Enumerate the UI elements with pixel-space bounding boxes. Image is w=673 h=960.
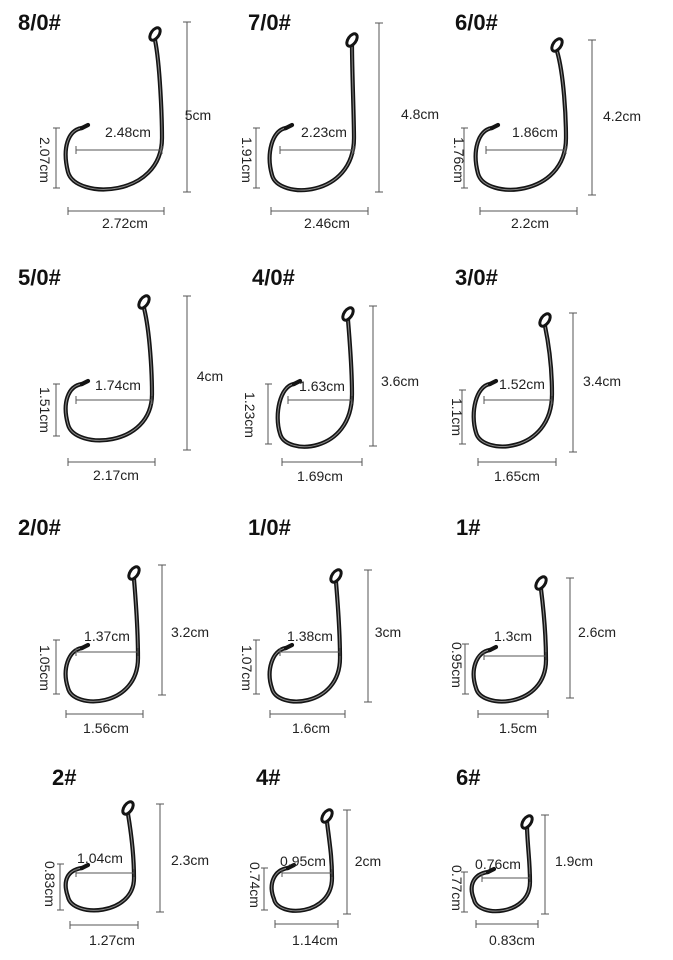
hook-point bbox=[82, 125, 88, 128]
length-label: 4cm bbox=[196, 368, 224, 384]
hook-panel bbox=[449, 515, 616, 736]
length-label: 3.6cm bbox=[380, 373, 420, 389]
gap-label: 1.37cm bbox=[84, 628, 130, 644]
hook-panel bbox=[242, 265, 419, 484]
hook-point bbox=[286, 645, 292, 648]
hook-point bbox=[492, 125, 498, 128]
hook-size-label: 8/0# bbox=[18, 10, 61, 35]
gap-label: 1.38cm bbox=[287, 628, 333, 644]
hook-eye bbox=[534, 575, 549, 591]
hook-outline bbox=[474, 589, 546, 701]
hook-eye bbox=[341, 306, 356, 322]
height-label: 0.95cm bbox=[449, 642, 465, 688]
gap-label: 2.48cm bbox=[105, 124, 151, 140]
gap-label: 0.76cm bbox=[475, 856, 521, 872]
hook-eye bbox=[127, 565, 142, 581]
hook-size-label: 2# bbox=[52, 765, 77, 790]
hook-panel bbox=[18, 515, 209, 736]
height-label: 1.1cm bbox=[449, 397, 465, 437]
hook-point bbox=[490, 381, 496, 384]
length-label: 3cm bbox=[374, 624, 402, 640]
hook-outline bbox=[66, 308, 152, 440]
height-label: 0.74cm bbox=[247, 862, 263, 908]
hook-size-label: 1# bbox=[456, 515, 481, 540]
hook-point bbox=[82, 645, 88, 648]
gap-label: 1.74cm bbox=[95, 377, 141, 393]
hook-size-label: 5/0# bbox=[18, 265, 61, 290]
gap-label: 0.95cm bbox=[280, 853, 326, 869]
hook-panel bbox=[449, 765, 593, 948]
hook-panel bbox=[42, 765, 209, 948]
hook-size-label: 4/0# bbox=[252, 265, 295, 290]
hook-eye bbox=[345, 32, 360, 48]
height-label: 2.07cm bbox=[37, 137, 53, 183]
height-label: 1.51cm bbox=[37, 387, 53, 433]
hook-highlight bbox=[476, 51, 566, 190]
height-label: 0.83cm bbox=[42, 861, 58, 907]
hook-size-label: 6# bbox=[456, 765, 481, 790]
gap-label: 1.63cm bbox=[299, 378, 345, 394]
hook-eye bbox=[148, 26, 163, 42]
width-label: 2.72cm bbox=[102, 215, 148, 231]
length-label: 5cm bbox=[184, 107, 212, 123]
hook-eye bbox=[538, 312, 553, 328]
hook-point bbox=[286, 125, 292, 128]
height-label: 1.07cm bbox=[239, 645, 255, 691]
width-label: 1.65cm bbox=[494, 468, 540, 484]
hook-outline bbox=[270, 46, 354, 190]
length-label: 3.4cm bbox=[582, 373, 622, 389]
hook-size-label: 6/0# bbox=[455, 10, 498, 35]
hook-point bbox=[490, 647, 496, 650]
hook-size-label: 4# bbox=[256, 765, 281, 790]
width-label: 0.83cm bbox=[489, 932, 535, 948]
width-label: 2.17cm bbox=[93, 467, 139, 483]
length-label: 2.6cm bbox=[577, 624, 617, 640]
hook-panel bbox=[18, 265, 223, 483]
height-label: 1.05cm bbox=[37, 645, 53, 691]
length-label: 4.2cm bbox=[602, 108, 642, 124]
hook-point bbox=[82, 381, 88, 384]
hook-eye bbox=[329, 568, 344, 584]
hook-size-label: 3/0# bbox=[455, 265, 498, 290]
hook-size-label: 1/0# bbox=[248, 515, 291, 540]
width-label: 1.5cm bbox=[498, 720, 538, 736]
hook-outline bbox=[476, 51, 566, 190]
gap-label: 2.23cm bbox=[301, 124, 347, 140]
hook-panel bbox=[451, 10, 641, 231]
gap-label: 1.3cm bbox=[493, 628, 533, 644]
hook-outline bbox=[66, 40, 162, 189]
gap-label: 1.86cm bbox=[512, 124, 558, 140]
length-label: 3.2cm bbox=[170, 624, 210, 640]
gap-label: 1.52cm bbox=[499, 376, 545, 392]
height-label: 1.91cm bbox=[239, 137, 255, 183]
hook-highlight bbox=[66, 40, 162, 189]
hook-panel bbox=[239, 10, 439, 231]
hook-eye bbox=[520, 814, 535, 830]
length-label: 2cm bbox=[354, 853, 382, 869]
hook-panel bbox=[239, 515, 401, 736]
width-label: 1.14cm bbox=[292, 932, 338, 948]
width-label: 2.46cm bbox=[304, 215, 350, 231]
width-label: 1.56cm bbox=[83, 720, 129, 736]
width-label: 1.6cm bbox=[291, 720, 331, 736]
width-label: 2.2cm bbox=[510, 215, 550, 231]
height-label: 1.23cm bbox=[242, 392, 258, 438]
hook-eye bbox=[137, 294, 152, 310]
hook-highlight bbox=[474, 589, 546, 701]
height-label: 1.76cm bbox=[451, 137, 467, 183]
hook-panel bbox=[18, 10, 211, 231]
hook-eye bbox=[320, 808, 335, 824]
gap-label: 1.04cm bbox=[77, 850, 123, 866]
hook-highlight bbox=[270, 46, 354, 190]
length-label: 2.3cm bbox=[170, 852, 210, 868]
hook-panel bbox=[449, 265, 621, 484]
hook-size-label: 7/0# bbox=[248, 10, 291, 35]
hook-eye bbox=[550, 37, 565, 53]
width-label: 1.27cm bbox=[89, 932, 135, 948]
hook-eye bbox=[121, 800, 136, 816]
hook-highlight bbox=[66, 308, 152, 440]
hook-size-label: 2/0# bbox=[18, 515, 61, 540]
length-label: 1.9cm bbox=[554, 853, 594, 869]
length-label: 4.8cm bbox=[400, 106, 440, 122]
height-label: 0.77cm bbox=[449, 865, 465, 911]
hook-panel bbox=[247, 765, 381, 948]
width-label: 1.69cm bbox=[297, 468, 343, 484]
